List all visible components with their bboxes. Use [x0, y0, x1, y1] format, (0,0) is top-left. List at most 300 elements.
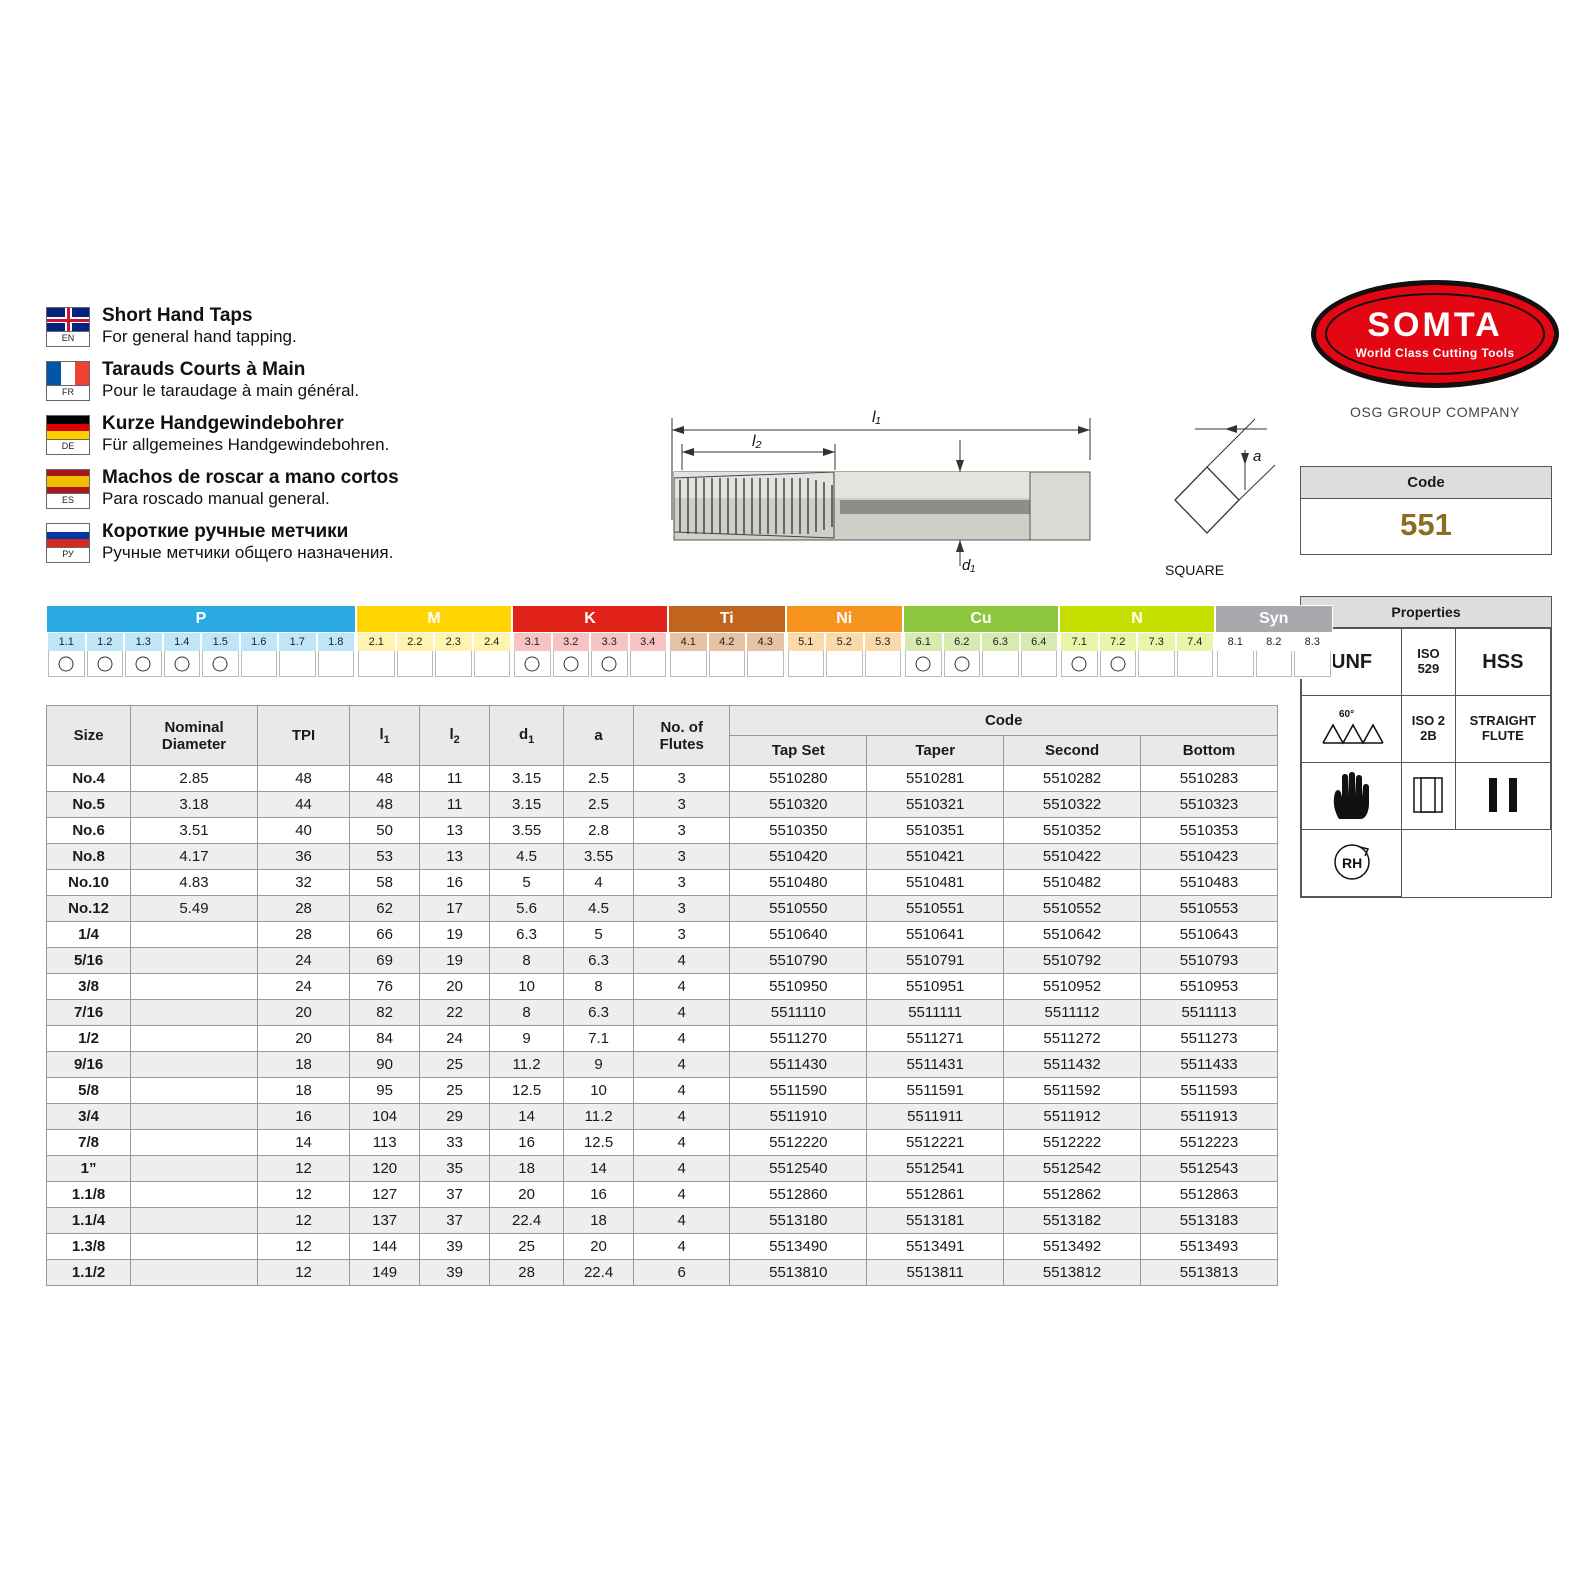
language-sub-fr: Pour le taraudage à main général.	[102, 380, 360, 400]
material-dot-cell-1.5	[202, 651, 239, 677]
material-cell-2.1	[357, 632, 396, 678]
cell-tapset: 5510280	[730, 766, 867, 792]
cell-second: 5511592	[1004, 1078, 1141, 1104]
cell-nominal	[131, 1052, 258, 1078]
cell-tapset: 5510480	[730, 870, 867, 896]
header-flutes-line2: Flutes	[659, 735, 704, 753]
cell-l1: 48	[350, 792, 420, 818]
material-code-2.4: 2.4	[474, 633, 511, 651]
cell-d1: 10	[490, 974, 564, 1000]
material-code-1.5: 1.5	[202, 633, 239, 651]
cell-size: 1.1/4	[47, 1208, 131, 1234]
cell-tapset: 5512860	[730, 1182, 867, 1208]
cell-bottom: 5511113	[1141, 1000, 1278, 1026]
language-code-ru: РУ	[46, 548, 90, 563]
material-code-5.3: 5.3	[865, 633, 902, 651]
material-group-title-syn: Syn	[1216, 606, 1332, 632]
cell-second: 5510642	[1004, 922, 1141, 948]
material-dot-cell-5.1	[788, 651, 825, 677]
material-cell-1.8	[317, 632, 356, 678]
cell-a: 22.4	[564, 1260, 634, 1286]
cell-size: 1”	[47, 1156, 131, 1182]
material-cell-1.6	[240, 632, 279, 678]
material-cell-6.4	[1020, 632, 1059, 678]
cell-taper: 5512221	[867, 1130, 1004, 1156]
material-code-5.2: 5.2	[826, 633, 863, 651]
cell-d1: 8	[490, 948, 564, 974]
cell-a: 9	[564, 1052, 634, 1078]
material-dot-cell-1.8	[318, 651, 355, 677]
cell-l2: 17	[420, 896, 490, 922]
language-title-de: Kurze Handgewindebohrer	[102, 413, 344, 434]
dim-label-l1: l₁	[872, 409, 881, 426]
logo-company-text: OSG GROUP COMPANY	[1350, 404, 1520, 420]
cell-l1: 50	[350, 818, 420, 844]
cell-second: 5510792	[1004, 948, 1141, 974]
material-cells-n	[1060, 632, 1214, 678]
property-blind-hole	[1402, 763, 1456, 830]
cell-tapset: 5510550	[730, 896, 867, 922]
language-text-ru	[102, 521, 606, 562]
material-dot-cell-7.1	[1061, 651, 1098, 677]
material-dot-cell-3.3	[591, 651, 628, 677]
table-row	[47, 1052, 1278, 1078]
cell-taper: 5510551	[867, 896, 1004, 922]
material-cell-8.1	[1216, 632, 1255, 678]
cell-flutes: 4	[634, 1234, 730, 1260]
cell-second: 5511272	[1004, 1026, 1141, 1052]
material-dot-cell-8.1	[1217, 651, 1254, 677]
material-dot-icon-7.1	[1072, 656, 1087, 671]
header-a: a	[564, 706, 634, 766]
cell-taper: 5511271	[867, 1026, 1004, 1052]
material-dot-cell-7.2	[1100, 651, 1137, 677]
cell-l1: 120	[350, 1156, 420, 1182]
cell-bottom: 5512223	[1141, 1130, 1278, 1156]
material-code-3.3: 3.3	[591, 633, 628, 651]
language-title-en: Short Hand Taps	[102, 305, 253, 326]
cell-size: No.6	[47, 818, 131, 844]
cell-taper: 5511591	[867, 1078, 1004, 1104]
cell-flutes: 3	[634, 766, 730, 792]
cell-l2: 37	[420, 1208, 490, 1234]
cell-tpi: 24	[257, 948, 349, 974]
material-cell-3.3	[590, 632, 629, 678]
properties-header: Properties	[1301, 597, 1551, 628]
material-cell-6.1	[904, 632, 943, 678]
cell-tpi: 14	[257, 1130, 349, 1156]
cell-a: 14	[564, 1156, 634, 1182]
cell-size: No.10	[47, 870, 131, 896]
cell-l1: 144	[350, 1234, 420, 1260]
cell-l2: 25	[420, 1052, 490, 1078]
material-cells-cu	[904, 632, 1058, 678]
material-code-8.1: 8.1	[1217, 633, 1254, 651]
cell-size: 7/16	[47, 1000, 131, 1026]
language-row-fr	[46, 359, 606, 401]
cell-second: 5513812	[1004, 1260, 1141, 1286]
cell-tapset: 5510420	[730, 844, 867, 870]
table-row	[47, 1078, 1278, 1104]
material-dot-cell-1.6	[241, 651, 278, 677]
material-dot-cell-5.3	[865, 651, 902, 677]
cell-tapset: 5511590	[730, 1078, 867, 1104]
material-code-4.3: 4.3	[747, 633, 784, 651]
cell-flutes: 4	[634, 1104, 730, 1130]
square-label: SQUARE	[1165, 562, 1225, 578]
cell-nominal: 3.18	[131, 792, 258, 818]
material-dot-cell-4.3	[747, 651, 784, 677]
material-dot-cell-7.4	[1177, 651, 1214, 677]
cell-size: 5/8	[47, 1078, 131, 1104]
material-cell-1.1	[47, 632, 86, 678]
uk-flag-icon	[46, 307, 90, 332]
cell-nominal	[131, 1234, 258, 1260]
brand-logo	[1310, 280, 1560, 420]
material-code-1.3: 1.3	[125, 633, 162, 651]
cell-nominal	[131, 974, 258, 1000]
material-group-syn	[1215, 605, 1333, 679]
blind-hole-icon	[1410, 774, 1446, 816]
table-head	[47, 706, 1278, 766]
header-l1: $l_1$	[350, 706, 420, 766]
cell-size: 1/2	[47, 1026, 131, 1052]
svg-text:60°: 60°	[1338, 708, 1354, 720]
cell-tpi: 12	[257, 1234, 349, 1260]
cell-tpi: 12	[257, 1156, 349, 1182]
cell-d1: 11.2	[490, 1052, 564, 1078]
header-second: Second	[1004, 736, 1141, 766]
table-row	[47, 1000, 1278, 1026]
material-cell-1.7	[278, 632, 317, 678]
material-dot-cell-1.2	[87, 651, 124, 677]
cell-flutes: 4	[634, 1156, 730, 1182]
cell-tpi: 12	[257, 1208, 349, 1234]
material-cells-ni	[787, 632, 903, 678]
flag-wrapper-de	[46, 413, 92, 455]
language-sub-en: For general hand tapping.	[102, 326, 297, 346]
cell-l1: 69	[350, 948, 420, 974]
material-cell-1.5	[201, 632, 240, 678]
material-cells-k	[513, 632, 667, 678]
material-cell-7.1	[1060, 632, 1099, 678]
cell-flutes: 3	[634, 818, 730, 844]
cell-size: 5/16	[47, 948, 131, 974]
cell-taper: 5510951	[867, 974, 1004, 1000]
material-dot-cell-4.2	[709, 651, 746, 677]
cell-size: 1.3/8	[47, 1234, 131, 1260]
material-code-3.1: 3.1	[514, 633, 551, 651]
cell-bottom: 5510553	[1141, 896, 1278, 922]
cell-taper: 5511431	[867, 1052, 1004, 1078]
language-title-es: Machos de roscar a mano cortos	[102, 467, 399, 488]
material-cell-4.3	[746, 632, 785, 678]
cell-l2: 24	[420, 1026, 490, 1052]
table-row	[47, 896, 1278, 922]
table-row	[47, 1104, 1278, 1130]
cell-d1: 14	[490, 1104, 564, 1130]
code-box-value: 551	[1400, 507, 1452, 542]
header-nominal-diameter	[131, 706, 258, 766]
material-cell-6.3	[981, 632, 1020, 678]
material-code-1.8: 1.8	[318, 633, 355, 651]
material-code-1.4: 1.4	[164, 633, 201, 651]
cell-a: 16	[564, 1182, 634, 1208]
material-dot-cell-8.3	[1294, 651, 1331, 677]
language-title-fr: Tarauds Courts à Main	[102, 359, 306, 380]
cell-d1: 9	[490, 1026, 564, 1052]
material-cell-2.4	[473, 632, 512, 678]
cell-a: 6.3	[564, 948, 634, 974]
cell-second: 5510352	[1004, 818, 1141, 844]
cell-size: 3/8	[47, 974, 131, 1000]
cell-second: 5513492	[1004, 1234, 1141, 1260]
cell-nominal: 4.83	[131, 870, 258, 896]
flag-wrapper-ru	[46, 521, 92, 563]
cell-taper: 5513181	[867, 1208, 1004, 1234]
properties-box	[1300, 596, 1552, 898]
material-dot-cell-6.3	[982, 651, 1019, 677]
table-row	[47, 1130, 1278, 1156]
material-dot-icon-1.5	[213, 656, 228, 671]
cell-l2: 25	[420, 1078, 490, 1104]
cell-bottom: 5510953	[1141, 974, 1278, 1000]
cell-a: 7.1	[564, 1026, 634, 1052]
cell-bottom: 5513493	[1141, 1234, 1278, 1260]
cell-l2: 13	[420, 844, 490, 870]
material-code-6.4: 6.4	[1021, 633, 1058, 651]
material-group-p	[46, 605, 356, 679]
material-cell-7.4	[1176, 632, 1215, 678]
cell-l2: 39	[420, 1260, 490, 1286]
cell-taper: 5513491	[867, 1234, 1004, 1260]
material-group-ti	[668, 605, 786, 679]
cell-flutes: 4	[634, 1208, 730, 1234]
cell-d1: 3.55	[490, 818, 564, 844]
material-cell-6.2	[943, 632, 982, 678]
logo-brand-text: SOMTA	[1367, 306, 1503, 344]
cell-bottom: 5511593	[1141, 1078, 1278, 1104]
cell-a: 8	[564, 974, 634, 1000]
property-hand-tapping	[1302, 763, 1402, 830]
cell-tpi: 32	[257, 870, 349, 896]
cell-flutes: 3	[634, 896, 730, 922]
cell-d1: 12.5	[490, 1078, 564, 1104]
cell-nominal	[131, 1104, 258, 1130]
cell-tapset: 5512540	[730, 1156, 867, 1182]
cell-taper: 5510791	[867, 948, 1004, 974]
material-code-7.4: 7.4	[1177, 633, 1214, 651]
cell-size: No.5	[47, 792, 131, 818]
cell-d1: 6.3	[490, 922, 564, 948]
cell-d1: 22.4	[490, 1208, 564, 1234]
cell-d1: 20	[490, 1182, 564, 1208]
material-dot-cell-1.1	[48, 651, 85, 677]
cell-l2: 13	[420, 818, 490, 844]
header-flutes-line1: No. of	[660, 718, 703, 736]
iso529-line1: ISO	[1417, 646, 1440, 662]
dim-label-l2: l₂	[752, 433, 762, 450]
cell-l1: 53	[350, 844, 420, 870]
cell-nominal	[131, 948, 258, 974]
cell-a: 12.5	[564, 1130, 634, 1156]
material-dot-icon-1.4	[174, 656, 189, 671]
material-dot-icon-1.1	[59, 656, 74, 671]
properties-row-3	[1302, 763, 1551, 830]
russia-flag-icon	[46, 523, 90, 548]
straight-line1: STRAIGHT	[1469, 713, 1537, 729]
material-cells-ti	[669, 632, 785, 678]
cell-taper: 5512861	[867, 1182, 1004, 1208]
cell-flutes: 3	[634, 792, 730, 818]
cell-size: No.12	[47, 896, 131, 922]
header-nominal-line2: Diameter	[161, 735, 227, 753]
table-row	[47, 792, 1278, 818]
cell-tpi: 28	[257, 896, 349, 922]
cell-nominal	[131, 1026, 258, 1052]
header-tap-set: Tap Set	[730, 736, 867, 766]
spain-flag-icon	[46, 469, 90, 494]
properties-row-1	[1302, 629, 1551, 696]
material-group-title-n: N	[1060, 606, 1214, 632]
cell-bottom: 5510323	[1141, 792, 1278, 818]
rh-icon	[1322, 839, 1382, 885]
cell-d1: 28	[490, 1260, 564, 1286]
cell-size: 9/16	[47, 1052, 131, 1078]
cell-flutes: 3	[634, 870, 730, 896]
language-code-de: DE	[46, 440, 90, 455]
germany-flag-icon	[46, 415, 90, 440]
material-group-title-m: M	[357, 606, 511, 632]
cell-tpi: 48	[257, 766, 349, 792]
cell-l1: 66	[350, 922, 420, 948]
table-row	[47, 1208, 1278, 1234]
cell-a: 2.5	[564, 766, 634, 792]
cell-flutes: 4	[634, 974, 730, 1000]
table-header-row-1	[47, 706, 1278, 736]
cell-tapset: 5512220	[730, 1130, 867, 1156]
material-dot-icon-3.3	[602, 656, 617, 671]
material-code-8.3: 8.3	[1294, 633, 1331, 651]
material-dot-cell-1.4	[164, 651, 201, 677]
material-cells-syn	[1216, 632, 1332, 678]
logo-tagline: World Class Cutting Tools	[1355, 346, 1515, 360]
cell-size: 1.1/2	[47, 1260, 131, 1286]
cell-tapset: 5510320	[730, 792, 867, 818]
cell-flutes: 4	[634, 1000, 730, 1026]
cell-nominal	[131, 1260, 258, 1286]
cell-taper: 5510641	[867, 922, 1004, 948]
property-empty-2	[1455, 830, 1550, 897]
language-row-de	[46, 413, 606, 455]
cell-tapset: 5511110	[730, 1000, 867, 1026]
cell-second: 5511912	[1004, 1104, 1141, 1130]
cell-nominal	[131, 1182, 258, 1208]
material-group-title-cu: Cu	[904, 606, 1058, 632]
material-dot-cell-1.7	[279, 651, 316, 677]
cell-d1: 3.15	[490, 792, 564, 818]
material-code-1.6: 1.6	[241, 633, 278, 651]
cell-nominal: 4.17	[131, 844, 258, 870]
code-box	[1300, 466, 1552, 555]
cell-tpi: 24	[257, 974, 349, 1000]
language-text-es	[102, 467, 606, 508]
cell-d1: 18	[490, 1156, 564, 1182]
material-dot-cell-3.1	[514, 651, 551, 677]
cell-tapset: 5510790	[730, 948, 867, 974]
header-bottom: Bottom	[1141, 736, 1278, 766]
cell-flutes: 3	[634, 922, 730, 948]
cell-nominal: 5.49	[131, 896, 258, 922]
table-row	[47, 1156, 1278, 1182]
cell-nominal	[131, 1130, 258, 1156]
cell-l2: 33	[420, 1130, 490, 1156]
cell-bottom: 5513183	[1141, 1208, 1278, 1234]
cell-tpi: 18	[257, 1052, 349, 1078]
material-code-5.1: 5.1	[788, 633, 825, 651]
cell-l1: 149	[350, 1260, 420, 1286]
cell-l2: 35	[420, 1156, 490, 1182]
material-cell-4.2	[708, 632, 747, 678]
material-code-1.7: 1.7	[279, 633, 316, 651]
language-text-de	[102, 413, 606, 454]
language-sub-de: Für allgemeines Handgewindebohren.	[102, 434, 390, 454]
material-dot-cell-1.3	[125, 651, 162, 677]
cell-size: 1.1/8	[47, 1182, 131, 1208]
material-cells-p	[47, 632, 355, 678]
cell-bottom: 5511433	[1141, 1052, 1278, 1078]
table-row	[47, 1026, 1278, 1052]
cell-l1: 62	[350, 896, 420, 922]
cell-second: 5513182	[1004, 1208, 1141, 1234]
cell-tapset: 5510350	[730, 818, 867, 844]
table-row	[47, 1260, 1278, 1286]
material-dot-cell-7.3	[1138, 651, 1175, 677]
cell-l2: 19	[420, 948, 490, 974]
cell-flutes: 6	[634, 1260, 730, 1286]
cell-tpi: 28	[257, 922, 349, 948]
cell-second: 5510482	[1004, 870, 1141, 896]
language-row-en	[46, 305, 606, 347]
cell-tapset: 5510640	[730, 922, 867, 948]
material-dot-cell-8.2	[1256, 651, 1293, 677]
dim-label-d1: d₁	[962, 557, 976, 574]
cell-l1: 95	[350, 1078, 420, 1104]
header-l2: $l_2$	[420, 706, 490, 766]
cell-a: 3.55	[564, 844, 634, 870]
cell-l1: 137	[350, 1208, 420, 1234]
cell-flutes: 4	[634, 1026, 730, 1052]
straight-line2: FLUTE	[1481, 728, 1524, 743]
material-group-k	[512, 605, 668, 679]
material-cell-1.2	[86, 632, 125, 678]
material-code-2.3: 2.3	[435, 633, 472, 651]
cell-tpi: 18	[257, 1078, 349, 1104]
cell-nominal: 2.85	[131, 766, 258, 792]
cell-second: 5510552	[1004, 896, 1141, 922]
material-code-6.1: 6.1	[905, 633, 942, 651]
cell-a: 18	[564, 1208, 634, 1234]
cell-a: 6.3	[564, 1000, 634, 1026]
cell-nominal: 3.51	[131, 818, 258, 844]
cell-l1: 82	[350, 1000, 420, 1026]
cell-size: 3/4	[47, 1104, 131, 1130]
cell-taper: 5510321	[867, 792, 1004, 818]
property-iso529	[1402, 629, 1456, 696]
cell-a: 4.5	[564, 896, 634, 922]
material-cell-2.3	[434, 632, 473, 678]
cell-tpi: 12	[257, 1182, 349, 1208]
